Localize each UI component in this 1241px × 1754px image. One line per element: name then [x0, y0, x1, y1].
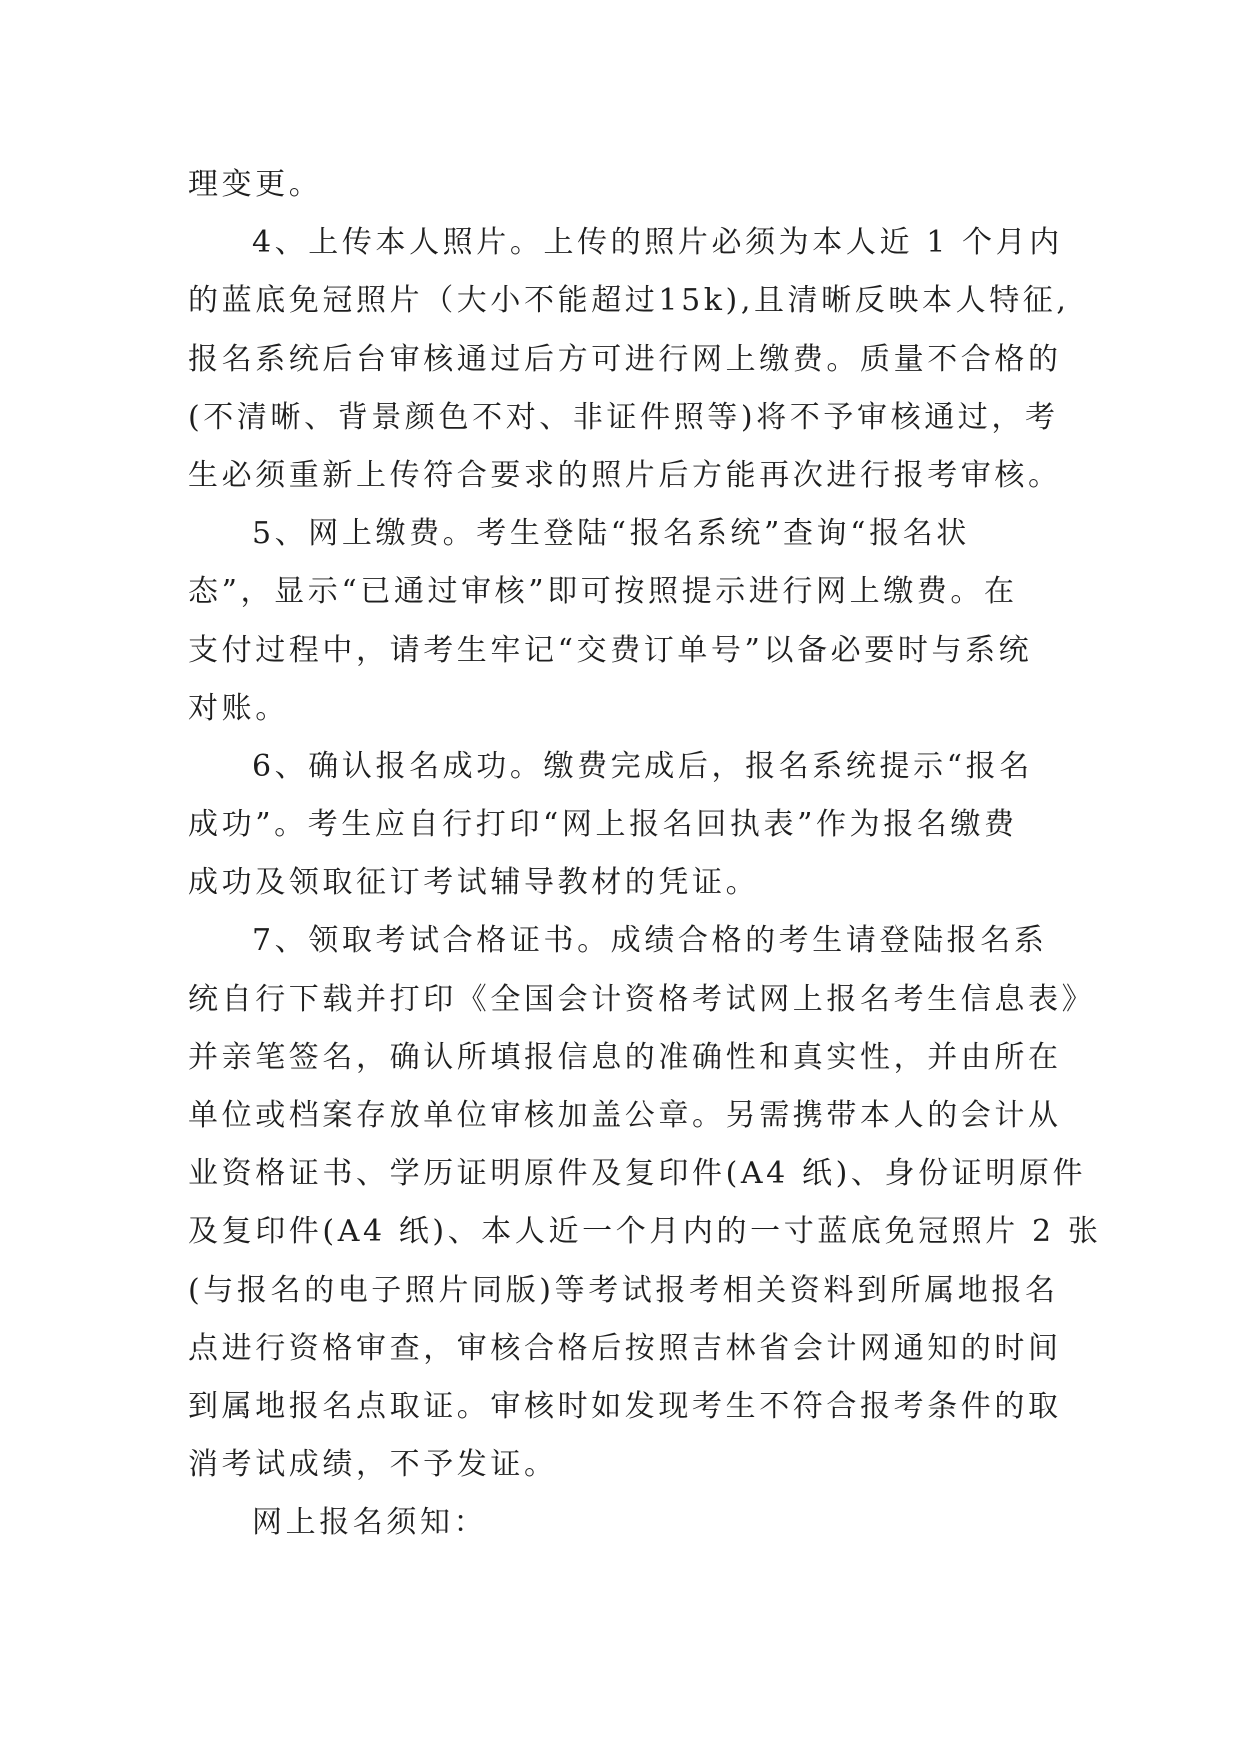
- text-line: 网上报名须知：: [252, 1505, 488, 1541]
- text-line: 7、领取考试合格证书。成绩合格的考生请登陆报名系: [252, 923, 1048, 959]
- document-body: [188, 156, 1102, 1553]
- text-line: 及复印件(A4 纸)、本人近一个月内的一寸蓝底免冠照片 2 张: [188, 1214, 1102, 1250]
- text-line: 单位或档案存放单位审核加盖公章。另需携带本人的会计从: [188, 1098, 1062, 1133]
- text-line: 的蓝底免冠照片（大小不能超过15k),且清晰反映本人特征,: [188, 283, 1070, 319]
- text-line: 并亲笔签名，确认所填报信息的准确性和真实性，并由所在: [188, 1039, 1062, 1075]
- text-line: 态”，显示“已通过审核”即可按照提示进行网上缴费。在: [188, 574, 1018, 610]
- text-line: 报名系统后台审核通过后方可进行网上缴费。质量不合格的: [188, 341, 1062, 377]
- text-line: 5、网上缴费。考生登陆“报名系统”查询“报名状: [252, 516, 970, 552]
- text-line: 业资格证书、学历证明原件及复印件(A4 纸)、身份证明原件: [188, 1156, 1087, 1192]
- text-line: 统自行下载并打印《全国会计资格考试网上报名考生信息表》: [188, 981, 1096, 1017]
- text-line: 4、上传本人照片。上传的照片必须为本人近 1 个月内: [252, 225, 1063, 261]
- text-line: 支付过程中，请考生牢记“交费订单号”以备必要时与系统: [188, 632, 1033, 668]
- text-line: 6、确认报名成功。缴费完成后，报名系统提示“报名: [252, 748, 1033, 784]
- text-line: 生必须重新上传符合要求的照片后方能再次进行报考审核。: [188, 457, 1062, 493]
- text-line: 消考试成绩，不予发证。: [188, 1447, 558, 1483]
- text-line: 对账。: [188, 690, 289, 726]
- text-line: 点进行资格审查，审核合格后按照吉林省会计网通知的时间: [188, 1330, 1062, 1366]
- text-line: 理变更。: [188, 167, 323, 202]
- text-line: 到属地报名点取证。审核时如发现考生不符合报考条件的取: [188, 1388, 1062, 1424]
- text-line: 成功”。考生应自行打印“网上报名回执表”作为报名缴费: [188, 807, 1018, 843]
- text-line: (与报名的电子照片同版)等考试报考相关资料到所属地报名: [188, 1272, 1059, 1308]
- text-line: (不清晰、背景颜色不对、非证件照等)将不予审核通过，考: [188, 399, 1059, 435]
- text-line: 成功及领取征订考试辅导教材的凭证。: [188, 865, 760, 901]
